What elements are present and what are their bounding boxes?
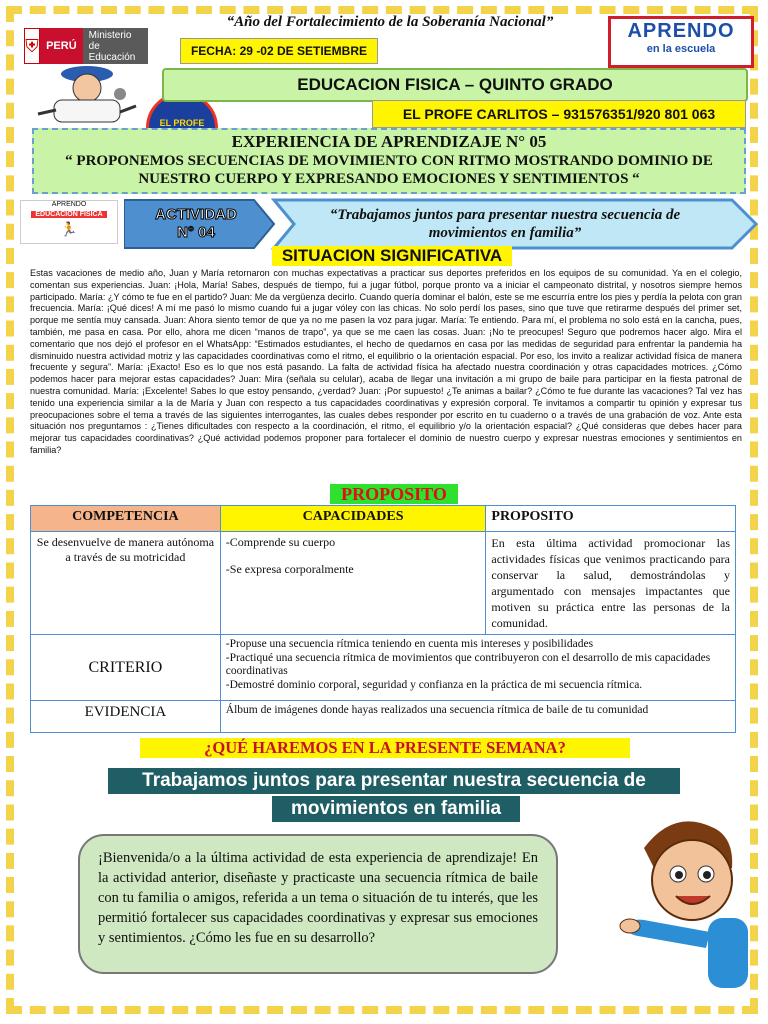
week-banner-line2: movimientos en familia — [272, 796, 520, 822]
activity-title: “Trabajamos juntos para presentar nuestra secuencia de movimientos en familia” — [329, 207, 681, 241]
purpose-table — [30, 505, 736, 733]
teacher-whistle-icon — [34, 64, 140, 128]
capacidad-item: -Comprende su cuerpo — [225, 535, 336, 549]
criterios-cell — [220, 635, 735, 701]
week-question: ¿QUÉ HAREMOS EN LA PRESENTE SEMANA? — [140, 738, 630, 758]
ministry-name: Ministerio de Educación — [83, 28, 148, 64]
experience-box — [32, 128, 746, 194]
experience-title: EXPERIENCIA DE APRENDIZAJE N° 05 — [231, 132, 547, 151]
col-proposito: PROPOSITO — [486, 506, 736, 532]
welcome-bubble: ¡Bienvenida/o a la última actividad de esta experiencia de aprendizaje! En la actividad anterior, diseñaste y practicaste una secuencia rítmica de baile con tu familia o amigos, referida a un tema o situación de tu interés, que les permitió fortalecer sus capacidades coordinativas y expresar sus emociones y sentimientos. ¿Cómo les fue en su desarrollo? — [78, 834, 558, 974]
situation-text: Estas vacaciones de medio año, Juan y María retornaron con muchas expectativas a practicar sus deportes preferidos en los equipos de su comunidad. Ya en el colegio, comentan sus experiencias. Juan: ¡Hola, María! Sabes, después de tiempo, fui a jugar fútbol, porque pronto va a iniciar el campeonato distrital, y nosotros siempre hemos participado. María: ¿Y cómo te fue en el partido? Juan: Me da vergüenza decirlo. Cuando quería dominar el balón, este se me escurría entre los pies y perdía la pelota con gran frecuencia. María: ¡Qué dices! A mí me pasó lo mismo cuando fui a jugar vóley con las chicas. No solo perdí los pases, sino que tuve que retirarme después del primer set, porque me sentía muy cansada. Juan: Ahora siento temor de que ya no me pasen la voz para jugar. María: Te entiendo. Para mí, el problema no solo está en la cancha, pues, también, me pasa en casa. Por ello, ahora me dicen “manos de trapo”, ya que se me caen las cosas. Juan: ¡No te preocupes! Seguro que podremos hacer algo. Mira el comentario que nos dejó el profesor en el WhatsApp: “Estimados estudiantes, el hecho de quedarnos en casa por las medidas de seguridad para enfrentar la pandemia ha disminuido nuestra actividad motriz y las capacidades coordinativas como el ritmo, el equilibrio o la orientación espacial. Por eso, los invito a realizar actividad física de manera frecuente y segura”. María: ¡Exacto! Eso es lo que nos está pasando. La falta de actividad física ha afectado nuestra coordinación y otras capacidades motrices. ¿Cómo podemos hacer para mejorar estas capacidades? Juan: Mira (señala su celular), acaba de llegar una invitación a mi grupo de baile para participar en la fiesta patronal de nuestra comunidad. María: ¡Excelente! Sabes lo que estoy pensando, ¿verdad? Juan: ¡Por supuesto! ¿Te animas a bailar? ¿Cómo te fue durante las vacaciones? Tal vez has tenido una experiencia similar a la de María y Juan con respecto a tus capacidades coordinativas y expresión corporal. Te invitamos a compartir tu opinión y expresar tus preocupaciones sobre el tema a través de las siguientes interrogantes, las cuales debes responder por escrito en tu cuaderno o a través de una grabación de voz. Ante esta situación nos preguntamos : ¿Tienes dificultades con respecto a la coordinación, el ritmo, el equilibrio y/o la orientación espacial? ¿Qué consideras que debes hacer para mejorar tus capacidades coordinativas? ¿Qué actividad podemos proponer para fortalecer el dominio de nuestro cuerpo y expresar nuestras emociones y sentimientos en familia? — [30, 268, 742, 455]
date-label: FECHA: 29 -02 DE SETIEMBRE — [180, 38, 378, 64]
purpose-heading: PROPOSITO — [330, 484, 458, 504]
ministry-country: PERÚ — [40, 28, 83, 64]
col-competencia: COMPETENCIA — [31, 506, 221, 532]
proposito-cell: En esta última actividad promocionar las actividades físicas que venimos practicando para conservar la salud, demostrándolas y argumentado con mensajes impactantes que motiven su práctica entre las personas de la comunidad. — [486, 532, 736, 635]
pointing-boy-icon — [614, 808, 754, 998]
criterio-item: -Practiqué una secuencia rítmica de movimientos que contribuyeron con el desarrollo de mis capacidades coordinativas — [225, 651, 711, 677]
educacion-fisica-logo — [20, 200, 118, 244]
profe-carlitos-logo: EL PROFE — [146, 92, 218, 164]
mini-logo-bar: EDUCACIÓN FÍSICA — [31, 211, 107, 218]
runner-icon: 🏃 — [60, 221, 78, 237]
criterio-item: -Demostré dominio corporal, seguridad y confianza en la práctica de mi secuencia rítmica. — [225, 678, 643, 691]
capacidad-item: -Se expresa corporalmente — [225, 562, 354, 576]
criterio-label: CRITERIO — [31, 635, 221, 701]
activity-label-line1: ACTIVIDAD — [155, 206, 237, 223]
col-capacidades: CAPACIDADES — [220, 506, 486, 532]
peru-shield-icon: ⛨ — [24, 28, 40, 64]
evidencia-cell: Álbum de imágenes donde hayas realizados una secuencia rítmica de baile de tu comunidad — [220, 701, 735, 733]
subject-title: EDUCACION FISICA – QUINTO GRADO — [162, 68, 748, 102]
activity-label — [136, 206, 256, 242]
evidencia-label: EVIDENCIA — [31, 701, 221, 733]
criterio-item: -Propuse una secuencia rítmica teniendo en cuenta mis intereses y posibilidades — [225, 638, 594, 650]
year-motto: “Año del Fortalecimiento de la Soberanía Nacional” — [226, 14, 554, 30]
week-banner-line1: Trabajamos juntos para presentar nuestra secuencia de — [108, 768, 680, 794]
aprendo-logo-sub: en la escuela — [646, 43, 716, 55]
situation-heading: SITUACION SIGNIFICATIVA — [272, 246, 512, 266]
competencia-cell: Se desenvuelve de manera autónoma a través de su motricidad — [31, 532, 221, 635]
aprendo-logo — [608, 16, 754, 68]
ministry-logo — [24, 26, 148, 66]
activity-label-line2: N° 04 — [177, 224, 215, 241]
mini-logo-top: APRENDO — [51, 201, 87, 208]
aprendo-logo-main: APRENDO — [627, 20, 735, 42]
capacidades-cell — [220, 532, 486, 635]
teacher-contact: EL PROFE CARLITOS – 931576351/920 801 063 — [372, 100, 746, 128]
experience-subtitle: “ PROPONEMOS SECUENCIAS DE MOVIMIENTO CON RITMO MOSTRANDO DOMINIO DE NUESTRO CUERPO Y EXPRESANDO EMOCIONES Y SENTIMIENTOS “ — [65, 153, 713, 187]
